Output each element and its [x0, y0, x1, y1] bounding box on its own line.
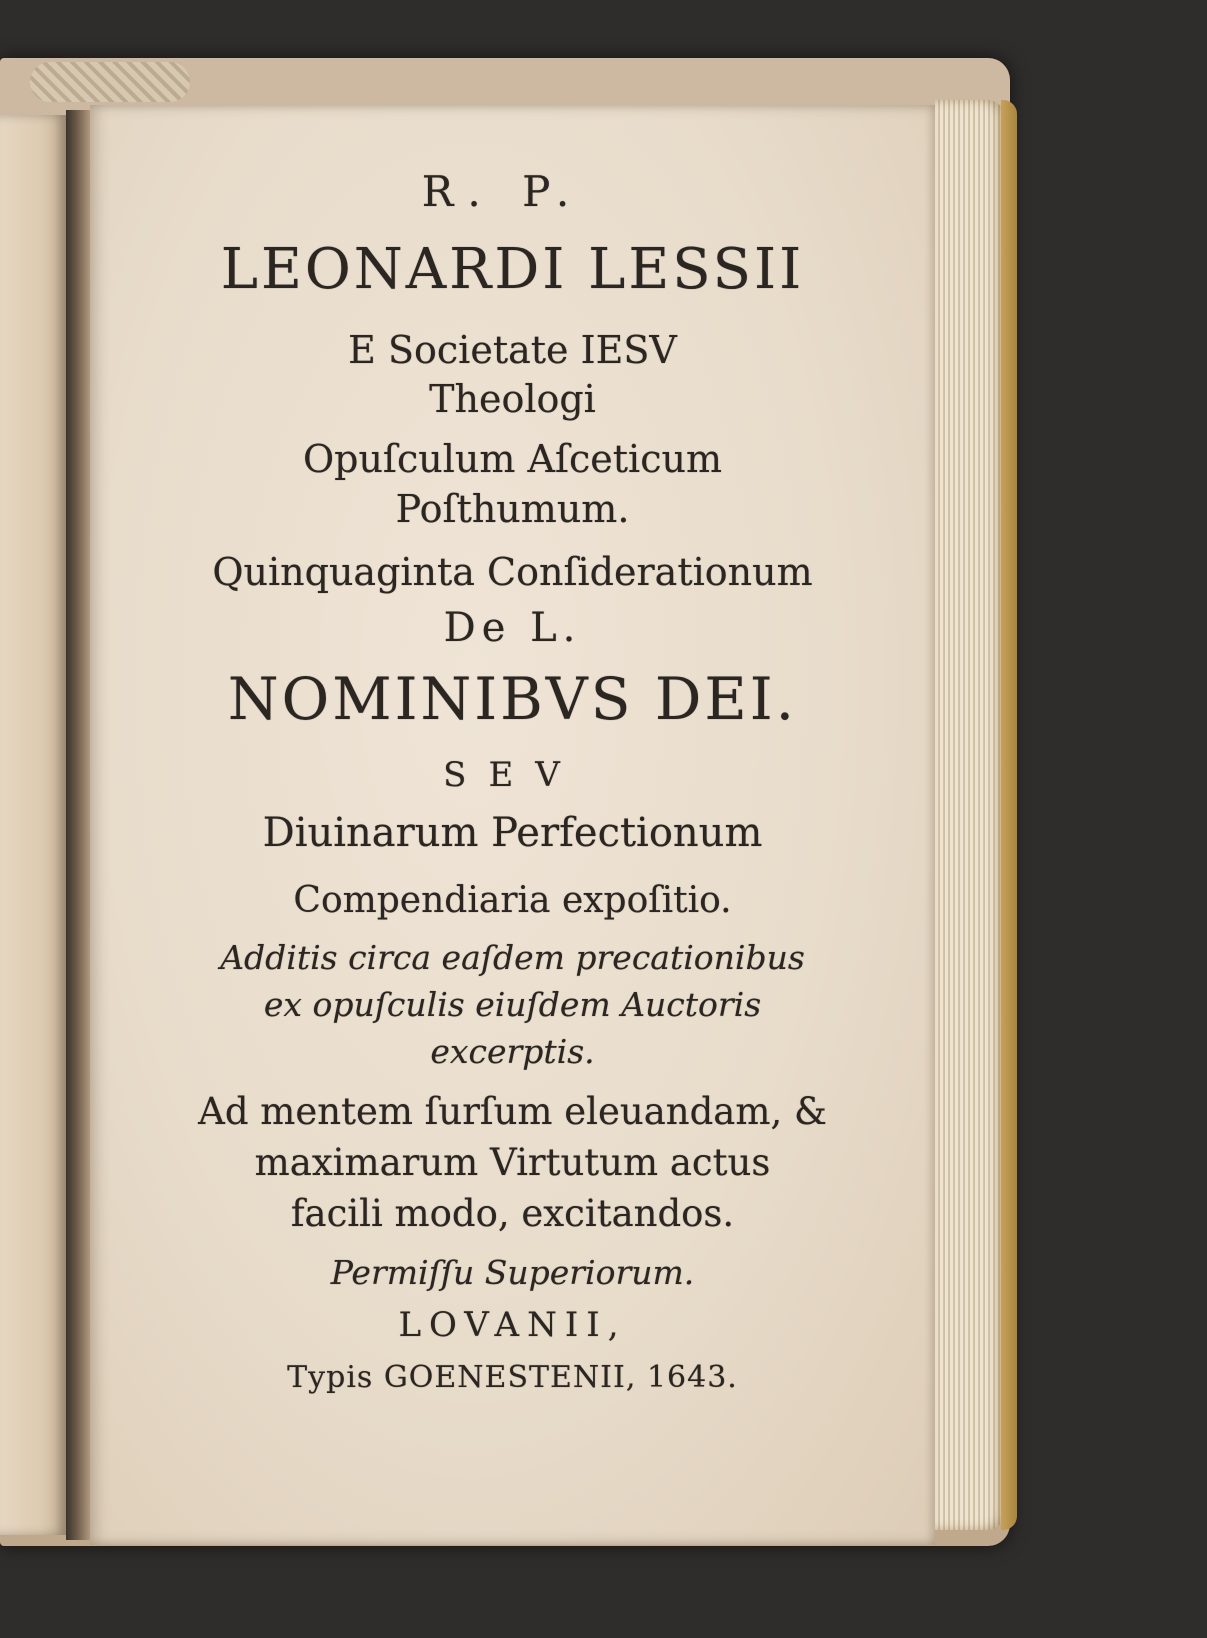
purpose-line-3: facili modo, excitandos.: [290, 1192, 735, 1235]
title-page: [90, 105, 935, 1545]
author-name: LEONARDI LESSII: [220, 237, 805, 302]
alt-title-line-2: Compendiaria expoſitio.: [293, 880, 732, 921]
additions-line-1: Additis circa eaſdem precationibus: [220, 938, 805, 977]
left-page-edge: [0, 115, 68, 1535]
binding-thread: [30, 62, 190, 102]
book-gutter: [66, 110, 92, 1540]
additions-line-3: excerptis.: [430, 1032, 595, 1071]
work-subtitle-line-1: Quinquaginta Conſiderationum: [212, 550, 813, 594]
permission-line: Permiſſu Superiorum.: [330, 1253, 695, 1292]
work-title-line-1: Opuſculum Aſceticum: [302, 437, 722, 481]
page-edges: [935, 100, 1005, 1530]
purpose-line-2: maximarum Virtutum actus: [254, 1141, 771, 1184]
additions-line-2: ex opuſculis eiuſdem Auctoris: [263, 985, 762, 1024]
main-title: NOMINIBVS DEI.: [227, 665, 798, 733]
author-society: E Societate IESV: [348, 328, 677, 372]
seu-line: SEV: [443, 755, 582, 795]
work-subtitle-line-2: De L.: [443, 605, 582, 651]
imprint-place: LOVANII,: [398, 1305, 627, 1345]
imprint-printer-date: Typis GOENESTENII, 1643.: [287, 1360, 738, 1395]
work-title-line-2: Poſthumum.: [395, 487, 630, 531]
alt-title-line-1: Diuinarum Perfectionum: [262, 810, 763, 856]
author-honorific: R. P.: [421, 167, 584, 216]
author-role: Theologi: [429, 377, 596, 421]
purpose-line-1: Ad mentem ſurſum eleuandam, &: [198, 1090, 827, 1133]
